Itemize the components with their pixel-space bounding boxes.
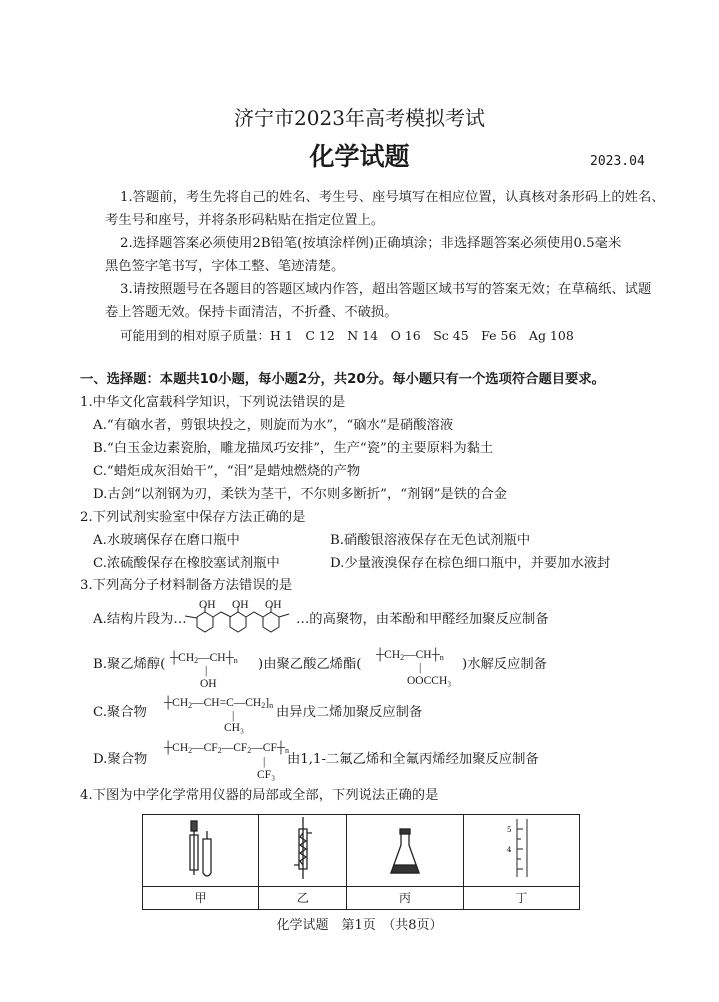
polyisoprene-formula: $┼CH_2—CH=C—CH_2]_n$ [164, 697, 274, 710]
atomic-masses: 可能用到的相对原子质量：H 1 C 12 N 14 O 16 Sc 45 Fe 56 Ag 108 [120, 328, 574, 343]
oh-label: OH [265, 599, 282, 611]
bond-line: | [232, 710, 235, 722]
n-subscript: n [285, 746, 289, 755]
q3-option-d-suffix: 由1,1-二氟乙烯和全氟丙烯经加聚反应制备 [287, 752, 539, 767]
instruction-line: 卷上答题无效。保持卡面清洁，不折叠、不破损。 [105, 305, 398, 320]
q1-option-c: C.“蜡炬成灰泪始干”，“泪”是蜡烛燃烧的产物 [93, 464, 361, 479]
oh-label: OH [232, 599, 249, 611]
apparatus-yi-cell [259, 815, 347, 887]
condenser-icon [288, 815, 318, 881]
q3-option-b-middle: )由聚乙酸乙烯酯( [258, 657, 362, 672]
label-ding: 丁 [463, 886, 579, 909]
graduated-tube-icon [501, 815, 541, 881]
scale-mark-4: 4 [507, 846, 512, 855]
subject-title: 化学试题 [309, 142, 410, 171]
label-jia: 甲 [143, 886, 259, 909]
page-footer: 化学试题 第1页 （共8页） [276, 918, 443, 933]
scale-mark-5: 5 [507, 826, 512, 835]
polyvinyl-alcohol-formula: $┼CH_2—CH┼_n$ [170, 652, 238, 665]
oh-label: OH [200, 678, 217, 690]
instruction-line: 黑色签字笔书写，字体工整、笔迹清楚。 [105, 259, 345, 274]
n-subscript: n [233, 656, 238, 665]
question-3-stem: 3.下列高分子材料制备方法错误的是 [80, 578, 293, 593]
q3-option-d-prefix: D.聚合物 [93, 752, 148, 767]
instruction-line: 1.答题前，考生先将自己的姓名、考生号、座号填写在相应位置，认真核对条形码上的姓名、 [120, 190, 665, 205]
exam-title: 济宁市2023年高考模拟考试 [234, 106, 485, 130]
q2-option-a: A.水玻璃保存在磨口瓶中 [93, 533, 240, 548]
conical-flask-icon [385, 815, 425, 881]
trifluoromethyl-group: CF₃ [257, 769, 276, 781]
fluoropolymer-formula: $┼CH_2—CF_2—CF_2—CF┼_n$ [164, 742, 289, 755]
q3-option-b-suffix: )水解反应制备 [462, 657, 547, 672]
q1-option-d: D.古剑“以剂钢为刃，柔铁为茎干，不尔则多断折”，“剂钢”是铁的合金 [93, 487, 507, 502]
burette-clamp-icon [181, 815, 221, 881]
q3-option-c-suffix: 由异戊二烯加聚反应制备 [276, 705, 423, 720]
bond-line: | [263, 756, 266, 768]
apparatus-ding-cell [463, 815, 579, 887]
instruction-line: 考生号和座号，并将条形码粘贴在指定位置上。 [105, 213, 385, 228]
oh-label: OH [199, 599, 216, 611]
bond-line: | [419, 662, 422, 674]
q3-option-a-suffix: …的高聚物，由苯酚和甲醛经加聚反应制备 [296, 612, 549, 627]
q1-option-b: B.“白玉金边素瓷胎，雕龙描凤巧安排”，生产“瓷”的主要原料为黏土 [93, 441, 494, 456]
exam-date: 2023.04 [590, 154, 645, 169]
apparatus-table [142, 814, 580, 910]
instruction-line: 2.选择题答案必须使用2B铅笔(按填涂样例)正确填涂；非选择题答案必须使用0.5毫米 [120, 236, 622, 251]
q3-option-a-prefix: A.结构片段为… [93, 612, 187, 627]
apparatus-jia-cell [143, 815, 259, 887]
label-bing: 丙 [347, 886, 463, 909]
label-yi: 乙 [259, 886, 347, 909]
q2-option-c: C.浓硫酸保存在橡胶塞试剂瓶中 [93, 556, 280, 571]
question-2-stem: 2.下列试剂实验室中保存方法正确的是 [80, 510, 306, 525]
n-subscript: n [439, 653, 444, 662]
question-4-stem: 4.下图为中学化学常用仪器的局部或全部，下列说法正确的是 [80, 788, 439, 803]
q2-option-b: B.硝酸银溶液保存在无色试剂瓶中 [330, 533, 531, 548]
q2-option-d: D.少量液溴保存在棕色细口瓶中，并要加水液封 [330, 556, 611, 571]
methyl-group: CH₃ [224, 722, 244, 734]
polyvinyl-acetate-formula: $┼CH_2—CH┼_n$ [376, 649, 444, 662]
n-subscript: n [269, 701, 274, 710]
apparatus-bing-cell [347, 815, 463, 887]
bond-line: | [205, 665, 208, 677]
q3-option-c-prefix: C.聚合物 [93, 705, 147, 720]
q1-option-a: A.“有硇水者，剪银块投之，则旋而为水”，“硇水”是硝酸溶液 [93, 418, 454, 433]
question-1-stem: 1.中华文化富载科学知识，下列说法错误的是 [80, 395, 346, 410]
instruction-line: 3.请按照题号在各题目的答题区域内作答，超出答题区域书写的答案无效；在草稿纸、试题 [120, 282, 652, 297]
phenol-formaldehyde-structure [185, 606, 295, 638]
q3-option-b-prefix: B.聚乙烯醇( [93, 657, 166, 672]
section-header: 一、选择题：本题共10小题，每小题2分，共20分。每小题只有一个选项符合题目要求。 [80, 372, 605, 387]
ester-group: OOCCH₃ [407, 675, 452, 687]
